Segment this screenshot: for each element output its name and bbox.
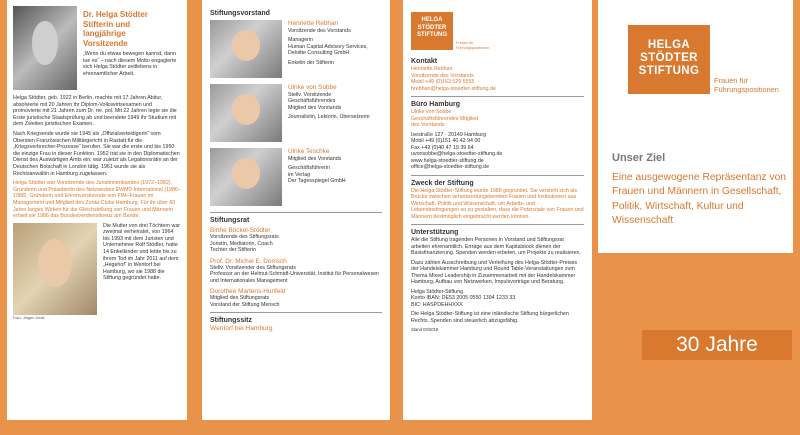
goal-title: Unser Ziel	[612, 152, 666, 164]
bio-paragraph: Die Mutter von drei Töchtern war zweimal verheiratet, von 1964 bis 1993 mit dem Juristen und Unternehmer Rolf Stödter, hatte 14 Enkelkinder und lebte bis zu ihrem Tod im Jahr 2011 auf dem „Hegehof“ in Wentorf bei Hamburg, wo sie 1988 die Stiftung gegründet hatte.	[103, 222, 181, 282]
council-member: Birthe Böckel-Stödter Vorsitzende des Stiftungsrats Juristin, Mediatorin, Coach Tochter der Stifterin	[210, 227, 279, 253]
version-stamp: Stand 03/2018	[411, 327, 439, 332]
contact-panel	[403, 0, 592, 420]
bio-paragraph: Nach Kriegsende wurde sie 1945 als „Offizialverteidigerin“ vom Obersten Französischen Militärgericht in Rastatt für die „Kriegsverbrecher-Prozesse“ berufen. Sie war die erste und bis 1950 die einzige Frau in dieser Funktion. 1952 trat sie in den Diplomatischen Dienst des Auswärtigen Amts ein, war zuletzt als Legationsrätin an der Deutschen Botschaft in London tätig. 1961 wurde sie als Rechtsanwältin in Hamburg zugelassen.	[13, 130, 180, 177]
bank-details: Helga Stödter-Stiftung Konto IBAN: DE53 2005 0550 1394 1233 33 BIC: HASPDEHHXXX	[411, 288, 516, 308]
seat-location: Wentorf bei Hamburg	[210, 325, 273, 332]
purpose-text: Die Helga Stödter-Stiftung wurde 1988 gegründet. Sie versteht sich als Brücke zwischen verantwortungsbereiten Frauen und Institutionen aus Wirtschaft, Politik und Wissenschaft, um Arbeits- und Lebensbedingungen so zu gestalten, dass die Potenziale von Frauen und Männern bestmöglich eingebracht werden können.	[411, 187, 584, 220]
portrait-ulrike-teschke	[210, 148, 282, 206]
photo-credit: Foto: Jürgen Joost	[13, 315, 45, 320]
support-text: Dazu zählen Ausschreibung und Verleihung des Helga-Stödter-Preises der Handelskammer Hamburg und Round Table-Veranstaltungen zum Thema Mixed Leadership in Zusammenarbeit mit der Handelskammer Hamburg, Aufbau von Netzwerken, Impulsvorträge und Beratung.	[411, 259, 578, 285]
purpose-title: Zweck der Stiftung	[411, 179, 474, 187]
foundation-logo: HELGA STÖDTER STIFTUNG	[411, 12, 453, 50]
support-title: Unterstützung	[411, 229, 459, 236]
office-title: Büro Hamburg	[411, 101, 460, 108]
seat-title: Stiftungssitz	[210, 317, 252, 324]
anniversary-badge: 30 Jahre	[642, 330, 792, 360]
support-text: Alle die Stiftung tragenden Personen in Vorstand und Stiftungsrat arbeiten ehrenamtlich. Erträge aus dem Kapitalstock dienen der Basisfinanzierung. Spenden werden erbeten, um Projekte zu realisieren.	[411, 237, 581, 256]
bio-paragraph: Helga Stödter, geb. 1922 in Berlin, machte mit 17 Jahren Abitur, absolvierte mit 20 Jahren ihr Diplom-Volkswirtsexamen und promovierte mit 21 Jahren zum Dr. rer. pol. Mit 22 Jahren legte sie die Erste juristische Staatsprüfung ab und beendete 1949 ihr Studium mit dem Zweiten juristischen Examen.	[13, 95, 177, 128]
portrait-henriette-rebhan	[210, 20, 282, 78]
council-member: Dorothee Martens-Hunfeld Mitglied des Stiftungsrats Vorstand der Stiftung Mensch	[210, 288, 286, 308]
board-member: Ulrike von Sobbe Stellv. Vorsitzende Geschäftsführendes Mitglied des Vorstands Journalistin, Lektorin, Übersetzerin	[210, 84, 382, 142]
logo-tagline: Frauen für Führungspositionen	[456, 41, 490, 50]
contact-title: Kontakt	[411, 58, 438, 65]
founder-quote: „Wenn du etwas bewegen kannst, dann tue es“ – nach diesem Motto engagierte sich Helga Stödter zeitlebens in ehrenamtlicher Arbeit.	[83, 51, 177, 77]
portrait-elderly-helga	[13, 223, 97, 315]
office-address: Isestraße 127 · 20149 Hamburg Mobil +49 (0)151 40 42 94 00 Fax +49 (0)40 47 19 39 64 uvonsobbe@helga-stoedter-stiftung.de www.helga-stoedter-stiftung.de office@helga-stoedter-stiftung.de	[411, 131, 503, 170]
bio-paragraph: Helga Stödter war Vorsitzende des Juristinnenbundes (1972–1982), Gründerin und Präsidentin des Netzwerkes EWMD International (1986–1988), Gründerin und Ehrenvorsitzende von FIM–Frauen im Management und Mitglied des Zonta-Clubs Hamburg. Für ihr über 60 Jahre langes Wirken für die Gleichstellung von Frauen und Männern erhielt sie 1986 das Bundesverdienstkreuz am Bande.	[13, 180, 181, 220]
tax-note: Die Helga Stödter-Stiftung ist eine inländische Stiftung bürgerlichen Rechts. Spenden sind steuerlich abzugsfähig.	[411, 311, 569, 324]
board-panel	[202, 0, 390, 420]
founder-name: Dr. Helga Stödter	[83, 10, 148, 19]
contact-info: Henriette Rebhan Vorsitzende des Vorstands Mobil +49 (0)163 529 5555 hrebhan@helga-stoedter-stiftung.de	[411, 66, 496, 92]
logo-tagline-large: Frauen für Führungspositionen	[714, 76, 779, 94]
portrait-helga-stoedter	[13, 6, 77, 90]
biography-panel: Dr. Helga Stödter Stifterin und langjährige Vorsitzende „Wenn du etwas bewegen kannst, dann tue es“ – nach diesem Motto engagierte sich Helga Stödter zeitlebens in ehrenamtlicher Arbeit. Helga Stödter, geb. 1922 in Berlin, machte mit 17 Jahren Abitur, absolvierte mit 20 Jahren ihr Diplom-Volkswirtsexamen und promovierte mit 21 Jahren zum Dr. rer. pol. Mit 22 Jahren legte sie die Erste juristische Staatsprüfung ab und beendete 1949 ihr Studium mit dem Zweiten juristischen Examen. Nach Kriegsende wurde sie 1945 als „Offizialverteidigerin“ vom Obersten Französischen Militärgericht in Rastatt für die „Kriegsverbrecher-Prozesse“ berufen. Sie war die erste und bis 1950 die einzige Frau in dieser Funktion. 1952 trat sie in den Diplomatischen Dienst des Auswärtigen Amts ein, war zuletzt als Legationsrätin an der Deutschen Botschaft in London tätig. 1961 wurde sie als Rechtsanwältin in Hamburg zugelassen. Helga Stödter war Vorsitzende des Juristinnenbundes (1972–1982), Gründerin und Präsidentin des Netzwerkes EWMD International (1986–1988), Gründerin und Ehrenvorsitzende von FIM–Frauen im Management und Mitglied des Zonta-Clubs Hamburg. Für ihr über 60 Jahre langes Wirken für die Gleichstellung von Frauen und Männern erhielt sie 1986 das Bundesverdienstkreuz am Bande. Die Mutter von drei Töchtern war zweimal verheiratet, von 1964 bis 1993 mit dem Juristen und Unternehmer Rolf Stödter, hatte 14 Enkelkinder und lebte bis zu ihrem Tod im Jahr 2011 auf dem „Hegehof“ in Wentorf bei Hamburg, wo sie 1988 die Stiftung gegründet hatte. Foto: Jürgen Joost	[7, 0, 187, 420]
council-member: Prof. Dr. Michel E. Domsch Stellv. Vorsitzender des Stiftungsrats Professor an der Helmut-Schmidt-Universität, Institut für Personalwesen und Internationales Management	[210, 257, 379, 284]
board-member: Ulrike Teschke Mitglied des Vorstands Geschäftsführerin im Verlag Der Tagesspiegel GmbH	[210, 148, 382, 206]
foundation-logo-large: HELGA STÖDTER STIFTUNG	[628, 25, 710, 94]
office-contact: Ulrike von Sobbe Geschäftsführendes Mitglied des Vorstands	[411, 109, 479, 128]
portrait-ulrike-von-sobbe	[210, 84, 282, 142]
council-title: Stiftungsrat	[210, 217, 250, 224]
board-member: Henriette Rebhan Vorsitzende des Vorstands Managerin Human Capital Advisory Services, Deloitte Consulting GmbH Enkelin der Stifterin	[210, 20, 382, 78]
goal-text: Eine ausgewogene Repräsentanz von Frauen und Männern in Gesellschaft, Politik, Wirtschaft, Kultur und Wissenschaft	[612, 172, 787, 226]
board-title: Stiftungsvorstand	[210, 10, 270, 17]
